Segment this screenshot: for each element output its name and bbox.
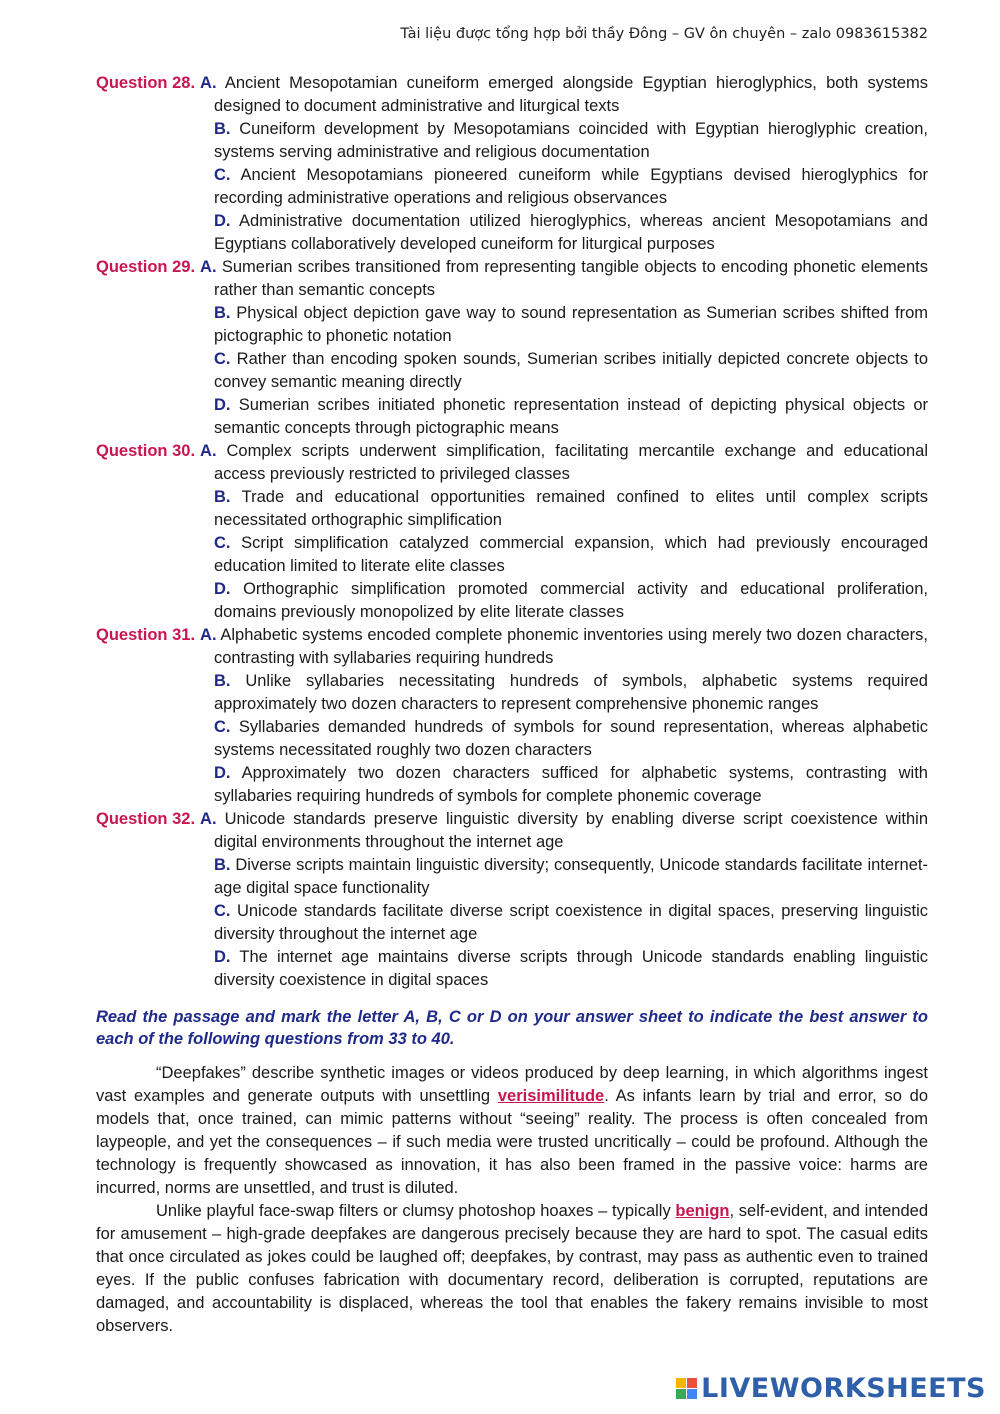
option-letter: B. xyxy=(214,304,231,322)
option-text: Sumerian scribes transitioned from representing tangible objects to encoding phonetic elements rather than semantic concepts xyxy=(214,258,928,299)
answer-option xyxy=(214,486,928,532)
answer-option xyxy=(214,302,928,348)
answer-option xyxy=(214,164,928,210)
answer-option xyxy=(214,900,928,946)
option-text: The internet age maintains diverse scripts through Unicode standards enabling linguistic diversity coexistence in digital spaces xyxy=(214,948,928,989)
option-letter: D. xyxy=(214,580,231,598)
option-letter: A. xyxy=(200,442,217,460)
answer-option xyxy=(200,808,928,854)
option-letter: B. xyxy=(214,672,231,690)
question-label: Question 29. xyxy=(96,258,196,276)
passage-paragraph-2 xyxy=(96,1200,928,1338)
answer-option xyxy=(200,72,928,118)
option-text: Ancient Mesopotamians pioneered cuneiform while Egyptians devised hieroglyphics for recording administrative operations and religious observances xyxy=(214,166,928,207)
option-letter: A. xyxy=(200,258,217,276)
option-letter: C. xyxy=(214,534,231,552)
answer-option xyxy=(214,394,928,440)
option-text: Script simplification catalyzed commercial expansion, which had previously encouraged education limited to literate elite classes xyxy=(214,534,928,575)
option-text: Unicode standards preserve linguistic diversity by enabling diverse script coexistence within digital environments throughout the internet age xyxy=(214,810,928,851)
option-text: Orthographic simplification promoted commercial activity and educational proliferation, domains previously monopolized by elite literate classes xyxy=(214,580,928,621)
page-header: Tài liệu được tổng hợp bởi thầy Đông – GV ôn chuyên – zalo 0983615382 xyxy=(400,26,928,42)
option-text: Trade and educational opportunities remained confined to elites until complex scripts necessitated orthographic simplification xyxy=(214,488,928,529)
option-text: Alphabetic systems encoded complete phonemic inventories using merely two dozen characters, contrasting with syllabaries requiring hundreds xyxy=(214,626,928,667)
option-letter: C. xyxy=(214,902,231,920)
passage-text: . As infants learn by trial and error, so do models that, once trained, can mimic patterns without “seeing” reality. The process is often concealed from laypeople, and yet the consequences – if such media were trusted uncritically – could be profound. Although the technology is frequently showcased as innovation, it has also been framed in the passive voice: harms are incurred, norms are unsettled, and trust is diluted. xyxy=(96,1087,928,1197)
option-letter: C. xyxy=(214,166,231,184)
option-text: Approximately two dozen characters sufficed for alphabetic systems, contrasting with syllabaries requiring hundreds of symbols for complete phonemic coverage xyxy=(214,764,928,805)
option-text: Administrative documentation utilized hieroglyphics, whereas ancient Mesopotamians and Egyptians collaboratively developed cuneiform for liturgical purposes xyxy=(214,212,928,253)
answer-option xyxy=(200,440,928,486)
passage-text: Unlike playful face-swap filters or clumsy photoshop hoaxes – typically xyxy=(156,1202,676,1220)
option-letter: D. xyxy=(214,396,231,414)
option-letter: D. xyxy=(214,212,231,230)
option-letter: A. xyxy=(200,626,217,644)
answer-option xyxy=(214,578,928,624)
highlighted-word-benign: benign xyxy=(675,1202,730,1220)
question-block xyxy=(96,440,928,624)
question-block xyxy=(96,808,928,992)
passage-paragraph-1 xyxy=(96,1062,928,1200)
option-text: Diverse scripts maintain linguistic diversity; consequently, Unicode standards facilitate internet-age digital space functionality xyxy=(214,856,928,897)
option-letter: B. xyxy=(214,120,231,138)
question-label: Question 32. xyxy=(96,810,196,828)
liveworksheets-logo xyxy=(676,1373,986,1404)
answer-option xyxy=(200,256,928,302)
option-text: Sumerian scribes initiated phonetic representation instead of depicting physical objects or semantic concepts through pictographic means xyxy=(214,396,928,437)
option-text: Cuneiform development by Mesopotamians coincided with Egyptian hieroglyphic creation, systems serving administrative and religious documentation xyxy=(214,120,928,161)
option-letter: C. xyxy=(214,718,231,736)
option-letter: A. xyxy=(200,810,217,828)
option-text: Rather than encoding spoken sounds, Sumerian scribes initially depicted concrete objects to convey semantic meaning directly xyxy=(214,350,928,391)
passage-text: “Deepfakes” describe synthetic images or videos produced by deep learning, in which algorithms ingest vast examples and generate outputs with unsettling xyxy=(96,1064,928,1105)
option-letter: C. xyxy=(214,350,231,368)
highlighted-word-verisimilitude: verisimilitude xyxy=(497,1087,605,1105)
option-letter: D. xyxy=(214,764,231,782)
option-text: Unicode standards facilitate diverse script coexistence in digital spaces, preserving linguistic diversity throughout the internet age xyxy=(214,902,928,943)
question-label: Question 31. xyxy=(96,626,196,644)
option-letter: B. xyxy=(214,488,231,506)
question-block xyxy=(96,256,928,440)
answer-option xyxy=(214,946,928,992)
question-label: Question 30. xyxy=(96,442,196,460)
answer-option xyxy=(214,716,928,762)
answer-option xyxy=(214,854,928,900)
option-text: Syllabaries demanded hundreds of symbols for sound representation, whereas alphabetic systems necessitated roughly two dozen characters xyxy=(214,718,928,759)
answer-option xyxy=(214,670,928,716)
document-body xyxy=(96,72,928,1338)
question-label: Question 28. xyxy=(96,74,196,92)
answer-option xyxy=(214,532,928,578)
question-list xyxy=(96,72,928,992)
reading-instruction: Read the passage and mark the letter A, B, C or D on your answer sheet to indicate the best answer to each of the following questions from 33 to 40. xyxy=(96,1008,928,1048)
option-text: Ancient Mesopotamian cuneiform emerged alongside Egyptian hieroglyphics, both systems designed to document administrative and liturgical texts xyxy=(214,74,928,115)
option-letter: D. xyxy=(214,948,231,966)
answer-option xyxy=(214,210,928,256)
answer-option xyxy=(214,762,928,808)
option-text: Unlike syllabaries necessitating hundreds of symbols, alphabetic systems required approximately two dozen characters to represent comprehensive phonemic ranges xyxy=(214,672,928,713)
passage-text: , self-evident, and intended for amusement – high-grade deepfakes are dangerous precisely because they are hard to spot. The casual edits that once circulated as jokes could be laughed off; deepfakes, by contrast, may pass as authentic even to trained eyes. If the public confuses fabrication with documentary record, deliberation is corrupted, reputations are damaged, and accountability is displaced, whereas the tool that enables the fakery remains invisible to most observers. xyxy=(96,1202,928,1335)
option-letter: B. xyxy=(214,856,231,874)
option-text: Complex scripts underwent simplification, facilitating mercantile exchange and educational access previously restricted to privileged classes xyxy=(214,442,928,483)
answer-option xyxy=(214,348,928,394)
logo-text: LIVEWORKSHEETS xyxy=(701,1373,986,1404)
question-block xyxy=(96,624,928,808)
answer-option xyxy=(200,624,928,670)
option-letter: A. xyxy=(200,74,217,92)
answer-option xyxy=(214,118,928,164)
question-block xyxy=(96,72,928,256)
option-text: Physical object depiction gave way to sound representation as Sumerian scribes shifted from pictographic to phonetic notation xyxy=(214,304,928,345)
logo-squares-icon xyxy=(676,1378,697,1399)
